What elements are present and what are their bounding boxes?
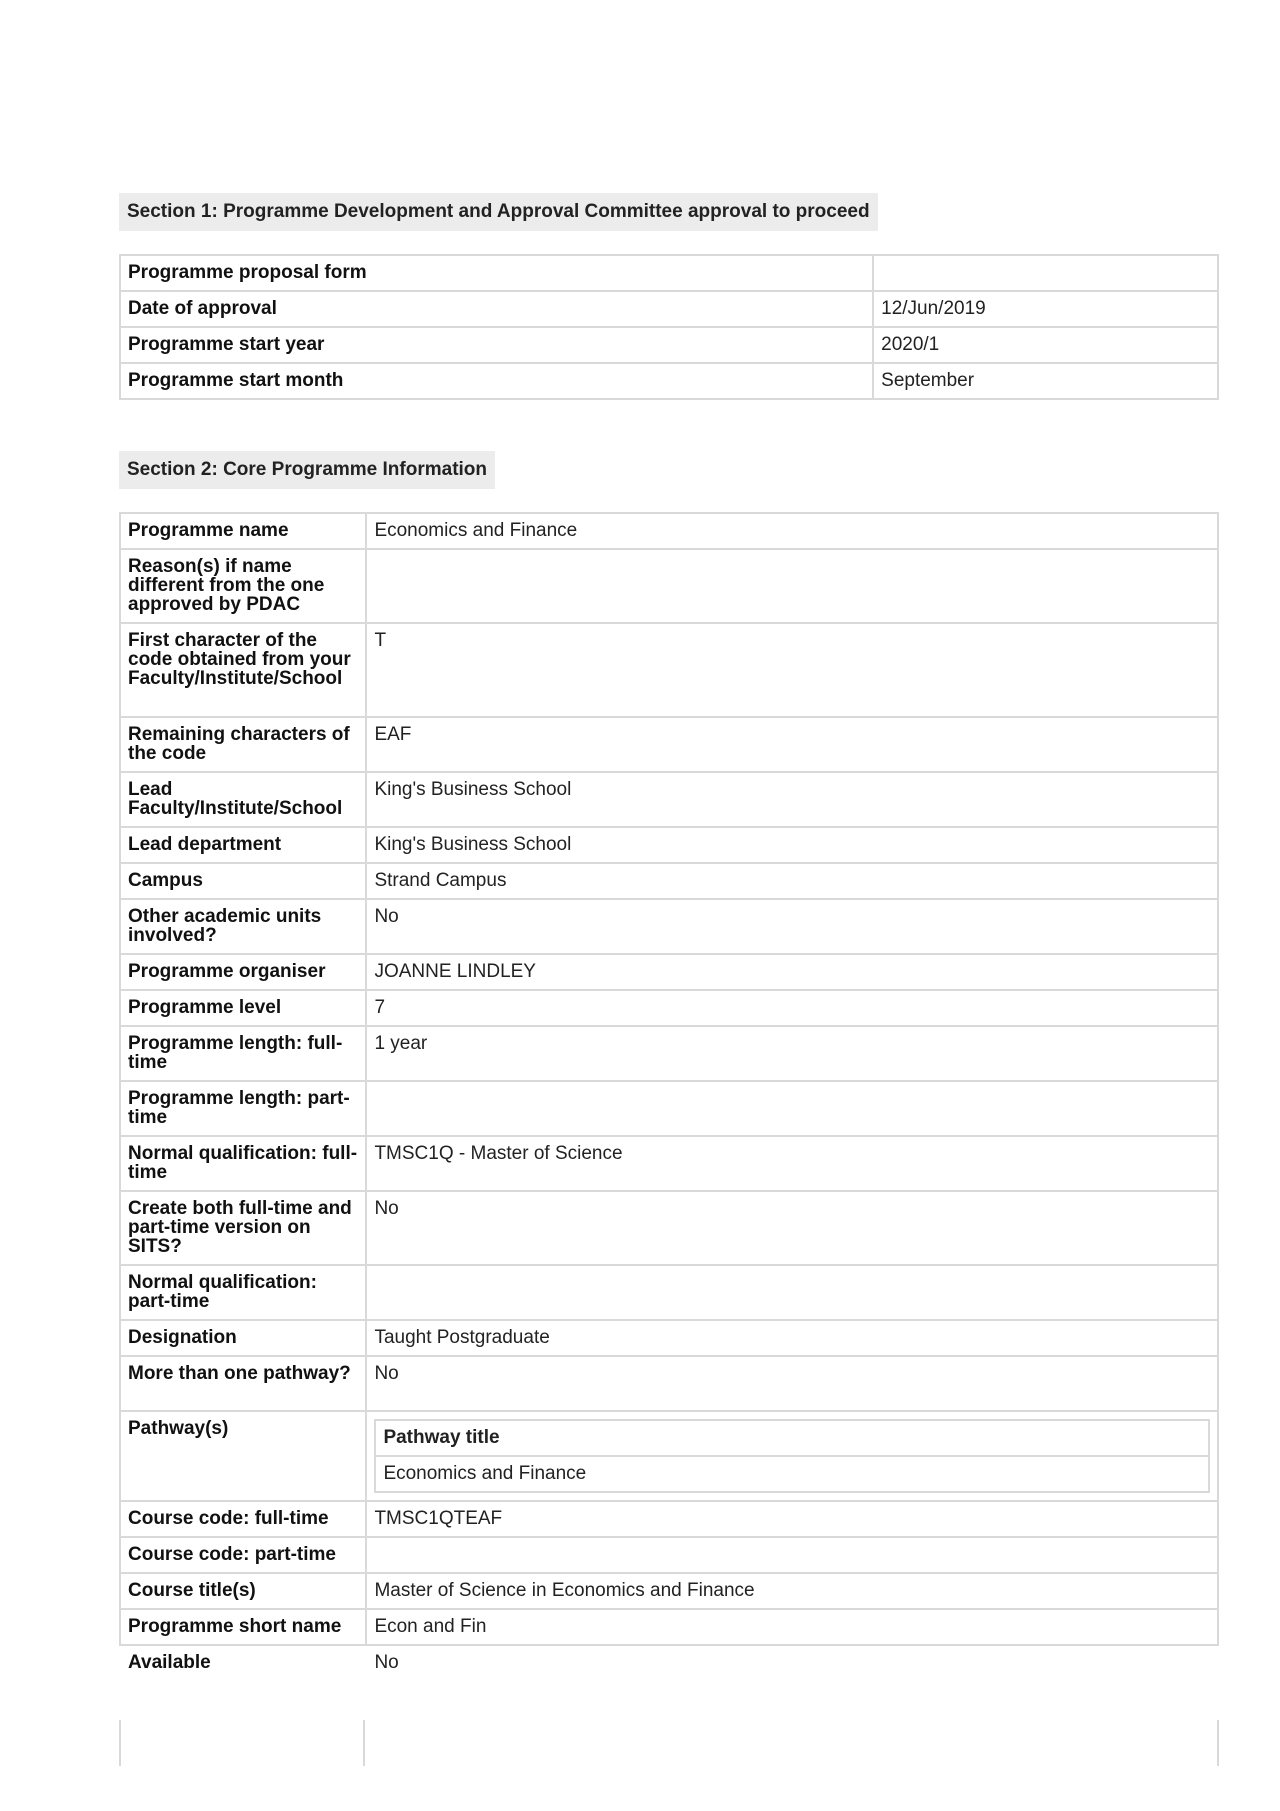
row-label: Programme start month [120,363,873,399]
table-row [120,990,1218,1026]
row-label: Normal qualification: part-time [120,1265,366,1320]
table-row [120,717,1218,772]
row-value [366,1265,1218,1320]
row-label: Programme name [120,513,366,549]
table-row [120,1609,1218,1645]
row-label: Programme start year [120,327,873,363]
core-programme-table [119,512,1219,1682]
row-label: Create both full-time and part-time version on SITS? [120,1191,366,1265]
table-continuation-border-middle [363,1720,365,1766]
table-row [120,1026,1218,1081]
row-value: Taught Postgraduate [366,1320,1218,1356]
table-row [120,1136,1218,1191]
pathways-cell [366,1411,1218,1501]
table-row [120,1411,1218,1501]
row-label: Available [120,1645,366,1681]
pathway-title-header: Pathway title [375,1420,1209,1456]
row-value: 7 [366,990,1218,1026]
pathway-row [375,1456,1209,1492]
row-label: Programme length: part-time [120,1081,366,1136]
table-row [120,863,1218,899]
row-value: TMSC1Q - Master of Science [366,1136,1218,1191]
table-row [120,513,1218,549]
table-row [120,1320,1218,1356]
row-label: Campus [120,863,366,899]
row-value [366,1537,1218,1573]
row-label: Lead department [120,827,366,863]
row-label: Reason(s) if name different from the one approved by PDAC [120,549,366,623]
row-value: 12/Jun/2019 [873,291,1218,327]
row-label: Programme level [120,990,366,1026]
row-label: More than one pathway? [120,1356,366,1411]
row-label: Programme organiser [120,954,366,990]
table-row [120,291,1218,327]
row-label: Lead Faculty/Institute/School [120,772,366,827]
row-value: T [366,623,1218,717]
row-value [366,549,1218,623]
row-value: No [366,1645,1218,1681]
table-row [120,255,1218,291]
row-value: No [366,899,1218,954]
table-row [120,363,1218,399]
row-value: TMSC1QTEAF [366,1501,1218,1537]
row-label: Date of approval [120,291,873,327]
table-row [120,1265,1218,1320]
row-label: Programme short name [120,1609,366,1645]
row-value: Econ and Fin [366,1609,1218,1645]
row-value: 2020/1 [873,327,1218,363]
table-row [120,1356,1218,1411]
row-value: King's Business School [366,772,1218,827]
row-label: Course code: part-time [120,1537,366,1573]
row-value [873,255,1218,291]
row-value: JOANNE LINDLEY [366,954,1218,990]
approval-table [119,254,1219,400]
pathway-header-row [375,1420,1209,1456]
table-row [120,1537,1218,1573]
table-row [120,1081,1218,1136]
row-label: Normal qualification: full-time [120,1136,366,1191]
row-label: Programme length: full-time [120,1026,366,1081]
table-row [120,899,1218,954]
row-label: Remaining characters of the code [120,717,366,772]
row-value: King's Business School [366,827,1218,863]
pathways-label: Pathway(s) [120,1411,366,1501]
pathway-table [374,1419,1210,1493]
table-row [120,1645,1218,1681]
row-value: September [873,363,1218,399]
row-value: Economics and Finance [366,513,1218,549]
row-value: EAF [366,717,1218,772]
row-value: Master of Science in Economics and Finance [366,1573,1218,1609]
row-value: No [366,1356,1218,1411]
row-label: Course code: full-time [120,1501,366,1537]
table-continuation-border-left [119,1720,121,1766]
row-value: 1 year [366,1026,1218,1081]
row-value: Strand Campus [366,863,1218,899]
table-row [120,954,1218,990]
pathway-title: Economics and Finance [375,1456,1209,1492]
row-value [366,1081,1218,1136]
table-row [120,623,1218,717]
row-label: Programme proposal form [120,255,873,291]
row-value: No [366,1191,1218,1265]
table-continuation-border-right [1217,1720,1219,1766]
table-row [120,1191,1218,1265]
table-row [120,549,1218,623]
row-label: Course title(s) [120,1573,366,1609]
table-row [120,327,1218,363]
table-row [120,827,1218,863]
table-row [120,1573,1218,1609]
section-1-heading: Section 1: Programme Development and Approval Committee approval to proceed [119,193,878,231]
row-label: Other academic units involved? [120,899,366,954]
row-label: Designation [120,1320,366,1356]
row-label: First character of the code obtained from your Faculty/Institute/School [120,623,366,717]
section-2-heading: Section 2: Core Programme Information [119,451,495,489]
table-row [120,772,1218,827]
table-row [120,1501,1218,1537]
